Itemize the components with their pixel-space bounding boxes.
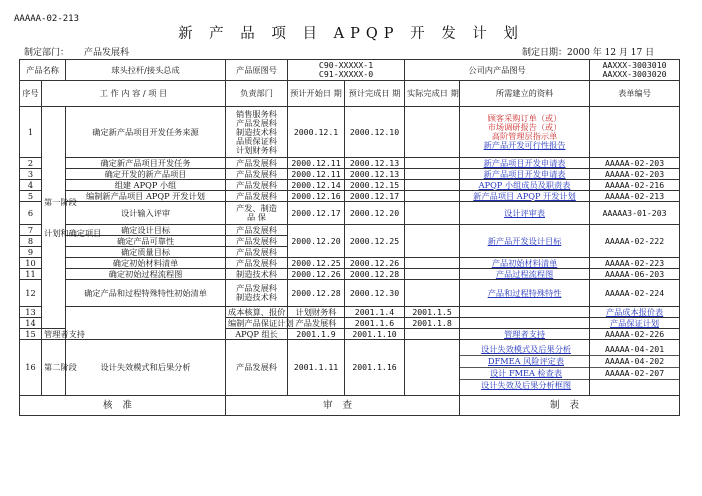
row-form: AAAAA-02-216 (590, 180, 680, 191)
header-records: 所需建立的资料 (460, 81, 590, 107)
row-form: AAAAA3-01-203 (590, 202, 680, 225)
row-records (460, 280, 590, 307)
row-owner: 产品发展科 (226, 158, 288, 169)
row-records (460, 191, 590, 202)
internal-drawing-no-2: AAXXX-3003020 (602, 69, 667, 79)
row-seq: 3 (20, 169, 42, 180)
row-plan-end: 2001.1.10 (345, 329, 405, 340)
row-seq: 5 (20, 191, 42, 202)
row-owner (226, 280, 288, 307)
row-seq: 11 (20, 269, 42, 280)
row-plan-start: 2000.12.20 (288, 225, 345, 258)
row-actual-end (405, 258, 460, 269)
row-records (460, 225, 590, 258)
row-task: 确定产品可靠性 (66, 236, 226, 247)
record-link[interactable]: 设计失效模式及后果分析 (460, 344, 589, 356)
row-records (460, 180, 590, 191)
row-form: AAAAA-02-223 (590, 258, 680, 269)
row-plan-end: 2000.12.15 (345, 180, 405, 191)
row-actual-end (405, 340, 460, 396)
row-plan-start: 2001.1.4 (345, 307, 405, 318)
form-number: AAAAA-02-207 (590, 368, 679, 380)
table-row (20, 269, 680, 280)
row-seq: 16 (20, 340, 42, 396)
row-task: 确定新产品项目开发任务 (66, 158, 226, 169)
row-actual-end (405, 107, 460, 158)
page-title: 新 产 品 项 目 APQP 开 发 计 划 (178, 26, 524, 42)
stage-1-label (42, 107, 102, 329)
record-link[interactable]: 新产品项目 APQP 开发计划 (473, 190, 576, 201)
table-row (20, 191, 680, 202)
header-actual-end: 实际完成日 期 (405, 81, 460, 107)
row-actual-end (405, 191, 460, 202)
row-plan-start: 2000.12.1 (288, 107, 345, 158)
row-records (460, 329, 590, 340)
row-owner: 产品发展科 (288, 318, 345, 329)
stage-2-label: 第二阶段 (42, 340, 66, 396)
row-seq: 9 (20, 247, 42, 258)
form-number: AAAAA-04-201 (590, 344, 679, 356)
form-number: AAAAA-04-202 (590, 356, 679, 368)
row-plan-end: 2000.12.30 (345, 280, 405, 307)
record-link[interactable]: 产品和过程特殊特性 (487, 287, 562, 298)
row-records (460, 169, 590, 180)
record-link[interactable]: APQP 小组成员及职责表 (478, 179, 571, 190)
internal-drawing-value (590, 60, 680, 81)
row-actual-end (460, 318, 590, 329)
row-form (590, 340, 680, 396)
row-seq: 10 (20, 258, 42, 269)
header-plan-start: 预计开始日 期 (288, 81, 345, 107)
record-red: 顾客采购订单（或） (487, 113, 562, 123)
row-seq: 7 (20, 225, 42, 236)
table-row (20, 107, 680, 158)
row-plan-end: 2001.1.5 (405, 307, 460, 318)
row-records (460, 269, 590, 280)
row-plan-end: 2001.1.8 (405, 318, 460, 329)
row-plan-start: 2001.1.11 (288, 340, 345, 396)
header-plan-end: 预计完成日 期 (345, 81, 405, 107)
row-owner (226, 107, 288, 158)
review-label: 审查 (226, 396, 460, 416)
table-row (20, 180, 680, 191)
row-plan-end: 2000.12.20 (345, 202, 405, 225)
table-row (20, 225, 680, 236)
row-plan-end: 2000.12.13 (345, 158, 405, 169)
row-task: 确定质量目标 (66, 247, 226, 258)
table-row (20, 340, 680, 396)
original-drawing-no-1: C90-XXXXX-1 (318, 60, 374, 70)
owner-line: 品 保 (247, 212, 266, 222)
row-form: AAAAA-02-203 (590, 169, 680, 180)
row-seq: 13 (20, 307, 42, 318)
row-actual-end (405, 169, 460, 180)
row-actual-end (460, 307, 590, 318)
row-plan-start: 2000.12.25 (288, 258, 345, 269)
row-task: 确定新产品项目开发任务来源 (66, 107, 226, 158)
row-records (460, 107, 590, 158)
record-link[interactable]: 新产品项目开发申请表 (483, 157, 566, 168)
row-owner: 产品发展科 (226, 236, 288, 247)
row-plan-end: 2000.12.10 (345, 107, 405, 158)
date-value: 2000 年 12 月 17 日 (567, 48, 655, 58)
row-plan-end: 2000.12.25 (345, 225, 405, 258)
owner-line: 制造技术科 (236, 292, 277, 302)
owner-line: 制造技术科 (236, 126, 277, 137)
row-plan-start: 2000.12.17 (288, 202, 345, 225)
row-seq: 1 (20, 107, 42, 158)
dept-label: 制定部门： (24, 48, 70, 58)
table-row (20, 202, 680, 225)
record-link[interactable]: 设计评审表 (504, 207, 546, 218)
record-link[interactable]: 管理者支持 (504, 328, 546, 339)
record-link[interactable]: 产品保证计划 (609, 317, 660, 328)
owner-line: 品质保证科 (236, 135, 277, 146)
row-plan-end: 2000.12.17 (345, 191, 405, 202)
row-records (590, 307, 680, 318)
row-actual-end (405, 329, 460, 340)
owner-line: 销售服务科 (236, 108, 277, 119)
record-red: 高阶管理层指示单 (491, 131, 558, 141)
row-task: 确定开发的新产品项目 (66, 169, 226, 180)
record-link[interactable]: DFMEA 风险评定表 (460, 356, 589, 368)
stage-1-name: 第一阶段 (44, 196, 77, 207)
row-owner: APQP 组长 (226, 329, 288, 340)
approve-label: 核准 (20, 396, 226, 416)
row-plan-start: 2001.1.6 (345, 318, 405, 329)
header-content: 工 作 内 容 / 项 目 (42, 81, 226, 107)
row-owner: 计划财务科 (288, 307, 345, 318)
row-seq: 2 (20, 158, 42, 169)
row-plan-end: 2001.1.16 (345, 340, 405, 396)
row-form: AAAAA-02-222 (590, 225, 680, 258)
row-actual-end (405, 158, 460, 169)
internal-drawing-no-1: AAXXX-3003010 (602, 60, 667, 70)
stage-1-plan: 计划和确定项目 (44, 227, 102, 238)
row-form: AAAAA-02-203 (590, 158, 680, 169)
row-owner: 产品发展科 (226, 191, 288, 202)
header-forms: 表单编号 (590, 81, 680, 107)
row-actual-end (405, 180, 460, 191)
row-owner: 产品发展科 (226, 169, 288, 180)
form-number (590, 380, 679, 391)
owner-line: 产发、制造 (236, 203, 277, 213)
row-form: AAAAA-02-213 (590, 191, 680, 202)
row-seq: 15 (20, 329, 42, 340)
row-actual-end (405, 202, 460, 225)
row-plan-start: 2000.12.26 (288, 269, 345, 280)
row-form: AAAAA-02-226 (590, 329, 680, 340)
header-row (20, 81, 680, 107)
row-plan-end: 2000.12.26 (345, 258, 405, 269)
stage-blank (66, 307, 226, 340)
row-task: 确定设计目标 (66, 225, 226, 236)
date-label: 制定日期： (522, 48, 568, 58)
row-task: 设计输入评审 (66, 202, 226, 225)
row-plan-start: 2001.1.9 (288, 329, 345, 340)
original-drawing-value (288, 60, 405, 81)
row-plan-start: 2000.12.28 (288, 280, 345, 307)
row-task: 设计失效模式和后果分析 (66, 340, 226, 396)
row-plan-end: 2000.12.13 (345, 169, 405, 180)
row-seq: 12 (20, 280, 42, 307)
owner-line: 产品发展科 (236, 117, 277, 128)
info-row (20, 60, 680, 81)
record-link[interactable]: 新产品项目开发申请表 (483, 168, 566, 179)
row-task: 编制产品保证计划 (226, 318, 288, 329)
record-link[interactable]: 新产品开发可行性报告 (483, 140, 566, 150)
original-drawing-label: 产品原图号 (226, 60, 288, 81)
table-row (20, 169, 680, 180)
dept-value: 产品发展科 (84, 48, 130, 58)
row-owner: 产品发展科 (226, 225, 288, 236)
row-owner: 制造技术科 (226, 269, 288, 280)
table-row (20, 280, 680, 307)
row-plan-start: 2000.12.16 (288, 191, 345, 202)
table-row (20, 158, 680, 169)
table-row (20, 307, 680, 318)
record-link[interactable]: 设计 FMEA 检查表 (460, 368, 589, 380)
row-task: 管理者支持 (42, 329, 66, 340)
record-link[interactable]: 产品初始材料清单 (491, 257, 558, 268)
prepare-label: 制表 (460, 396, 680, 416)
row-task: 编制新产品项目 APQP 开发计划 (66, 191, 226, 202)
row-form (590, 107, 680, 158)
row-plan-start: 2000.12.11 (288, 169, 345, 180)
row-actual-end (405, 269, 460, 280)
document-number: AAAAA-02-213 (14, 14, 80, 24)
record-link[interactable]: 产品过程流程图 (495, 268, 554, 279)
row-form: AAAAA-02-224 (590, 280, 680, 307)
header-seq: 序号 (20, 81, 42, 107)
row-task: 确定产品和过程特殊特性初始清单 (66, 280, 226, 307)
record-link[interactable]: 产品成本报价表 (605, 306, 664, 317)
owner-line: 产品发展科 (236, 283, 277, 293)
row-seq: 4 (20, 180, 42, 191)
apqp-plan-table (19, 59, 680, 416)
internal-drawing-label: 公司内产品图号 (405, 60, 590, 81)
row-owner (226, 202, 288, 225)
record-link[interactable]: 设计失效及后果分析框图 (481, 380, 572, 390)
row-records (460, 340, 590, 396)
row-plan-end: 2000.12.28 (345, 269, 405, 280)
row-plan-start: 2000.12.11 (288, 158, 345, 169)
row-records (460, 158, 590, 169)
row-task: 确定初始材料清单 (66, 258, 226, 269)
row-form: AAAAA-06-203 (590, 269, 680, 280)
table-row (20, 258, 680, 269)
owner-line: 计划财务科 (236, 144, 277, 155)
original-drawing-no-2: C91-XXXXX-0 (318, 69, 374, 79)
record-red: 市场调研报告（或） (487, 122, 562, 132)
row-records (590, 318, 680, 329)
row-owner: 产品发展科 (226, 258, 288, 269)
row-owner: 产品发展科 (226, 340, 288, 396)
row-seq: 14 (20, 318, 42, 329)
row-actual-end (405, 280, 460, 307)
signature-row (20, 396, 680, 416)
row-records (460, 202, 590, 225)
row-owner: 产品发展科 (226, 247, 288, 258)
product-name-value: 球头拉杆/接头总成 (66, 60, 226, 81)
row-seq: 6 (20, 202, 42, 225)
row-task: 确定初始过程流程图 (66, 269, 226, 280)
row-seq: 8 (20, 236, 42, 247)
row-owner: 产品发展科 (226, 180, 288, 191)
row-task: 组建 APQP 小组 (66, 180, 226, 191)
record-link[interactable]: 新产品开发设计目标 (487, 235, 562, 246)
product-name-label: 产品名称 (20, 60, 66, 81)
row-plan-start: 2000.12.14 (288, 180, 345, 191)
header-owner: 负责部门 (226, 81, 288, 107)
row-actual-end (405, 225, 460, 258)
row-records (460, 258, 590, 269)
row-task: 成本核算、报价 (226, 307, 288, 318)
